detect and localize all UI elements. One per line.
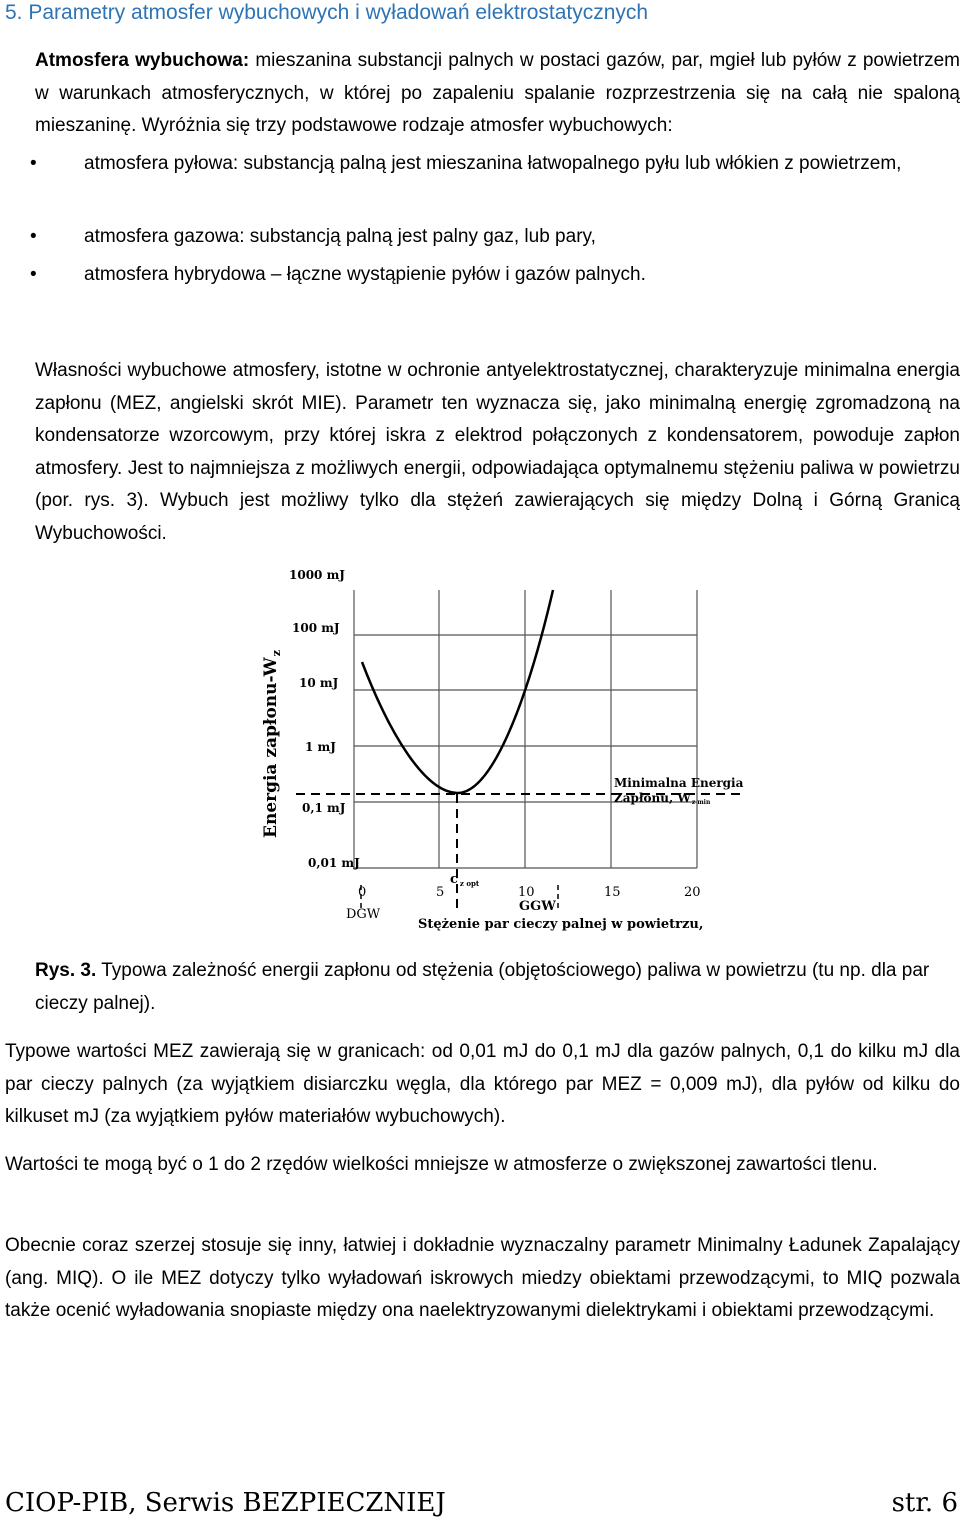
- caption-label: Rys. 3.: [35, 960, 97, 981]
- x-axis-label: Stężenie par cieczy palnej w powietrzu,: [418, 917, 704, 932]
- x-tick-label: 20: [684, 885, 701, 900]
- y-tick-label: 10 mJ: [299, 676, 339, 690]
- min-energy-annotation-line2: Zapłonu, Wz min: [614, 791, 711, 806]
- bullet-marker: •: [30, 226, 37, 247]
- intro-text: mieszanina substancji palnych w postaci gazów, par, mgieł lub pyłów z powietrzem w warunkach atmosferycznych, w której po zapaleniu spalanie rozprzestrzenia się na całą nie spaloną mieszaninę. Wyróżnia się trzy podstawowe rodzaje atmosfer wybuchowych:: [35, 50, 960, 136]
- chart-grid: [354, 590, 697, 868]
- bullet-marker: •: [30, 264, 37, 285]
- figure-caption: [35, 955, 960, 1020]
- copt-label: c $_{z opt}$: [450, 872, 480, 888]
- x-tick-label: 15: [604, 885, 621, 900]
- x-tick-label: 0: [358, 885, 367, 900]
- x-tick-label: 5: [436, 885, 445, 900]
- bullet-marker: •: [30, 153, 37, 174]
- bullet-item-dust: atmosfera pyłowa: substancją palną jest mieszanina łatwopalnego pyłu lub włókien z powietrzem,: [84, 153, 902, 174]
- bullet-item-hybrid: atmosfera hybrydowa – łączne wystąpienie pyłów i gazów palnych.: [84, 264, 646, 285]
- caption-text: Typowa zależność energii zapłonu od stężenia (objętościowego) paliwa w powietrzu (tu np. dla par cieczy palnej).: [35, 960, 930, 1014]
- y-tick-label: 1000 mJ: [289, 568, 345, 582]
- y-tick-label: 100 mJ: [292, 621, 340, 635]
- typical-values-paragraph: Typowe wartości MEZ zawierają się w granicach: od 0,01 mJ do 0,1 mJ dla gazów palnych, 0,1 do kilku mJ dla par cieczy palnych (za wyjątkiem disiarczku węgla, dla którego par MEZ = 0,009 mJ), dla pyłów od kilku do kilkuset mJ (za wyjątkiem pyłów materiałów wybuchowych).: [5, 1041, 960, 1127]
- ignition-energy-curve: [362, 590, 553, 793]
- y-tick-label: 0,1 mJ: [302, 801, 346, 815]
- bullet-item-gas: atmosfera gazowa: substancją palną jest palny gaz, lub pary,: [84, 226, 596, 247]
- y-tick-label: 0,01 mJ: [308, 856, 360, 870]
- x-tick-label: 10: [518, 885, 535, 900]
- ggw-label: GGW: [519, 899, 556, 914]
- section-heading: 5. Parametry atmosfer wybuchowych i wyładowań elektrostatycznych: [5, 1, 649, 24]
- mez-paragraph: Własności wybuchowe atmosfery, istotne w ochronie antyelektrostatycznej, charakteryzuje minimalna energia zapłonu (MEZ, angielski skrót MIE). Parametr ten wyznacza się, jako minimalną energię zgromadzoną na kondensatorze wzorcowym, przy której iskra z elektrod połączonych z kondensatorem, powoduje zapłon atmosfery. Jest to najmniejsza z możliwych energii, odpowiadająca optymalnemu stężeniu paliwa w powietrzu (por. rys. 3). Wybuch jest możliwy tylko dla stężeń zawierających się między Dolną i Górną Granicą Wybuchowości.: [35, 360, 960, 544]
- intro-paragraph: [35, 45, 960, 143]
- oxygen-paragraph: Wartości te mogą być o 1 do 2 rzędów wielkości mniejsze w atmosferze o zwiększonej zawartości tlenu.: [5, 1154, 878, 1175]
- y-tick-label: 1 mJ: [305, 740, 336, 754]
- miq-paragraph: Obecnie coraz szerzej stosuje się inny, łatwiej i dokładnie wyznaczalny parametr Minimalny Ładunek Zapalający (ang. MIQ). O ile MEZ dotyczy tylko wyładowań iskrowych miedzy obiektami przewodzącymi, to MIQ pozwala także ocenić wyładowania snopiaste między ona naelektryzowanymi dielektrykami i obiektami przewodzącymi.: [5, 1235, 960, 1321]
- footer-page-number: str. 6: [891, 1488, 958, 1518]
- ignition-energy-chart: [240, 560, 760, 940]
- min-energy-annotation-line1: Minimalna Energia: [614, 776, 744, 790]
- dgw-label: DGW: [346, 907, 381, 922]
- y-axis-label: Energia zapłonu-$W_z$: [261, 650, 283, 838]
- footer-publisher: CIOP-PIB, Serwis BEZPIECZNIEJ: [5, 1488, 446, 1518]
- intro-term: Atmosfera wybuchowa:: [35, 50, 250, 71]
